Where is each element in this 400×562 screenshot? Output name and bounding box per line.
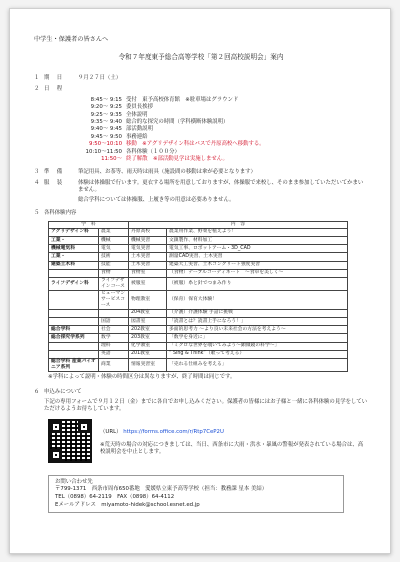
form-url-link[interactable]: https://forms.office.com/r/Rtp7CeP2U (123, 428, 224, 435)
subject-cell: 農業 (99, 228, 129, 236)
qr-code-icon[interactable] (48, 419, 92, 463)
department-cell (49, 342, 99, 350)
schedule-time: 10:10～11:50 (85, 148, 122, 155)
table-note: ※学科によって説明・体験の時間区分は異なりますが、終了時間は同じです。 (48, 373, 236, 380)
content-cell: （食物）テーブルコーディネート ～食卓を美しく～ (167, 269, 348, 277)
schedule-time: 9:25～ 9:35 (90, 111, 122, 118)
schedule-row (78, 126, 368, 133)
schedule-text: 部活動説明 (126, 126, 153, 133)
table-row (49, 228, 348, 236)
place-cell: 被服室 (129, 277, 167, 290)
table-header-cell: 内 容 (129, 221, 348, 228)
subject-cell: 商業 (99, 358, 129, 371)
department-cell (49, 350, 99, 358)
section-items (34, 169, 368, 176)
place-cell: 食物室 (129, 269, 167, 277)
content-cell: 測量CAD実習、土木実習 (167, 253, 348, 261)
department-cell (49, 309, 99, 317)
department-cell: 建築土木科 (49, 261, 99, 269)
section-heading: 日 程 (44, 85, 64, 92)
contact-address: 〒799-1371 西条市周布650番地 愛媛県立東予高等学校（担当：教務課 星本 美結） (55, 486, 268, 493)
contact-title: お問い合わせ先 (55, 478, 93, 485)
department-cell: アグリデザイン科 (49, 228, 99, 236)
courses-table (48, 221, 348, 372)
subject-cell: 機械 (99, 236, 129, 244)
section-heading: 申込みについて (44, 388, 82, 395)
table-row (49, 269, 348, 277)
section-number: １ (34, 74, 40, 81)
content-cell: 「読書とは？読書上手になろう！」 (167, 317, 348, 325)
clothing-note: 総合学科については体操服、上履き等の用意は必要ありません。 (78, 197, 235, 204)
subject-cell: 食物 (99, 269, 129, 277)
document-page (9, 8, 391, 554)
subject-cell: 理科 (99, 342, 129, 350)
section-heading: 準 備 (44, 169, 64, 175)
schedule-time: 8:45～ 9:15 (90, 96, 122, 103)
department-cell: 総合学科 産業パイオニア系列 (49, 358, 99, 371)
subject-cell: 英語 (99, 350, 129, 358)
place-cell: 土木実習 (129, 253, 167, 261)
subject-cell: 数学 (99, 334, 129, 342)
place-cell: 203教室 (129, 334, 167, 342)
department-cell: 総合学科 (49, 326, 99, 334)
table-header-row (49, 221, 348, 228)
schedule-time: 11:50～ (101, 155, 122, 162)
schedule-row (78, 104, 368, 111)
place-cell: 図書室 (129, 317, 167, 325)
subject-cell: ヒューマンサービスコース (99, 290, 129, 309)
place-cell: 化学教室 (129, 342, 167, 350)
contact-phone: TEL（0898）64-2119 FAX（0898）64-4112 (55, 494, 175, 501)
content-cell: 文鎮製作、材料加工 (167, 236, 348, 244)
place-cell: 情報実習室 (129, 358, 167, 371)
place-cell: 201教室 (129, 350, 167, 358)
content-cell: 農業用作業、野菜を植えよう！ (167, 228, 348, 236)
content-cell: 「数学を身近に」 (167, 334, 348, 342)
schedule-text: 事務連絡 (126, 133, 148, 140)
schedule-time: 9:45～ 9:50 (90, 133, 122, 140)
section-number: ６ (34, 388, 40, 395)
section-number: ２ (34, 85, 40, 92)
department-cell: 総合探究学系列 (49, 334, 99, 342)
subject-cell: 電気 (99, 245, 129, 253)
schedule-time: 9:50～10:10 (88, 141, 122, 148)
department-cell: ライフデザイン科 (49, 277, 99, 290)
department-cell: 工業・ (49, 253, 99, 261)
table-row (49, 342, 348, 350)
section-courses (34, 210, 368, 217)
schedule-row (78, 111, 368, 118)
table-row (49, 350, 348, 358)
apply-form-block (48, 419, 368, 463)
weather-note: ※荒天時の場合の対応につきましては、当日、西条市に大雨・洪水・暴風の警報が発表されている場合は、高校説明会を中止とします。 (100, 441, 364, 455)
section-number: ５ (34, 210, 40, 216)
content-cell: （介護）介護体験 手話に挑戦 (167, 309, 348, 317)
place-cell: 土木実習 (129, 261, 167, 269)
schedule-text: 総合的な探究の時間（学科横断体験説明） (126, 118, 229, 125)
schedule-row (78, 119, 368, 126)
table-header-cell: 学 科 (49, 221, 129, 228)
place-cell: 機械実習 (129, 236, 167, 244)
url-label: （URL） (100, 428, 122, 435)
contact-email: Eメールアドレス miyamoto-hidek@school.esnet.ed.jp (55, 501, 200, 508)
document-title: 令和７年度東予総合高等学校「第２回高校説明会」案内 (118, 52, 284, 61)
content-cell: 建築大工実習、土木コンクリート強度実習 (167, 261, 348, 269)
section-number: ３ (34, 169, 40, 175)
content-cell: 電気工事、ロボットアーム・3D_CAD (167, 245, 348, 253)
table-row (49, 245, 348, 253)
schedule-row (78, 156, 368, 163)
table-row (49, 358, 348, 371)
subject-cell: ライフデザインコース (99, 277, 129, 290)
content-cell: 「ミクロな世界を覗いてみよう～顕微鏡の科学～」 (167, 342, 348, 350)
content-cell: （被服）糸と針でつまみ作り (167, 277, 348, 290)
schedule-time: 9:40～ 9:45 (90, 126, 122, 133)
schedule-row (78, 133, 368, 140)
schedule-time: 9:35～ 9:40 (90, 118, 122, 125)
content-cell: （保育）保育大体験！ (167, 290, 348, 309)
content-cell: 「売れる仕組みを考える」 (167, 358, 348, 371)
section-body: ９月２７日（土） (78, 74, 122, 81)
schedule-text: 委員長挨拶 (126, 104, 153, 111)
table-row (49, 261, 348, 269)
contact-box (48, 475, 344, 513)
department-cell: 工業・ (49, 236, 99, 244)
table-row (49, 334, 348, 342)
section-heading: 各科体験内容 (44, 210, 77, 216)
table-row (49, 309, 348, 317)
section-heading: 服 装 (44, 179, 64, 186)
department-cell (49, 269, 99, 277)
department-cell (49, 290, 99, 309)
schedule-text: 全体説明 (126, 111, 148, 118)
schedule-row (78, 96, 368, 103)
section-clothing (34, 180, 368, 194)
subject-cell: 国語 (99, 317, 129, 325)
content-cell: 多面的思考力 ～より良い未来社会の方法を考えよう～ (167, 326, 348, 334)
section-body: 筆記用具、お茶等、雨天時は雨具（施設間の移動は傘が必要となります） (78, 169, 256, 175)
greeting: 中学生・保護者の皆さんへ (34, 36, 109, 43)
schedule-text: 移動 ※アグリデザイン科はバスで丹原高校へ移動する。 (126, 141, 265, 148)
table-row (49, 236, 348, 244)
place-cell: 202教室 (129, 326, 167, 334)
schedule-row (78, 141, 368, 148)
subject-cell: 技術 (99, 253, 129, 261)
place-cell: 204教室 (129, 309, 167, 317)
apply-text: 下記の専用フォームで９月１２日（金）までに各自でお申し込みください。保護者の皆様にはお子様と一緒に各科体験の見学をしていただけるようお待ちしています。 (44, 399, 368, 413)
section-schedule (34, 86, 368, 93)
content-cell: “ Sing & Think”（歌って考える） (167, 350, 348, 358)
section-apply (34, 389, 368, 396)
section-body: 体験は体操服で行います。更衣する場所を用意しておりますが、体操服で来校し、そのまま参加していただいてかまいません。 (78, 179, 364, 193)
table-row (49, 290, 348, 309)
subject-cell (99, 309, 129, 317)
table-row (49, 326, 348, 334)
schedule-time: 9:20～ 9:25 (90, 104, 122, 111)
schedule-row (78, 148, 368, 155)
section-number: ４ (34, 179, 40, 186)
schedule-text: 各科体験（１００分） (126, 148, 180, 155)
place-cell: 物理教室 (129, 290, 167, 309)
schedule-text: 受付 東予高校体育館 ※駐車場はグラウンド (126, 96, 239, 103)
schedule-list (78, 96, 368, 163)
schedule-text: 終了解散 ※部活動見学は実施しません。 (126, 155, 228, 162)
url-line (100, 429, 368, 436)
subject-cell: 技能 (99, 261, 129, 269)
table-row (49, 253, 348, 261)
section-heading: 期 日 (44, 74, 64, 81)
place-cell: 電気実習 (129, 245, 167, 253)
place-cell: 丹原高校 (129, 228, 167, 236)
department-cell (49, 317, 99, 325)
table-row (49, 277, 348, 290)
department-cell: 機械電気科 (49, 245, 99, 253)
table-row (49, 317, 348, 325)
subject-cell: 社会 (99, 326, 129, 334)
section-date (34, 75, 368, 82)
